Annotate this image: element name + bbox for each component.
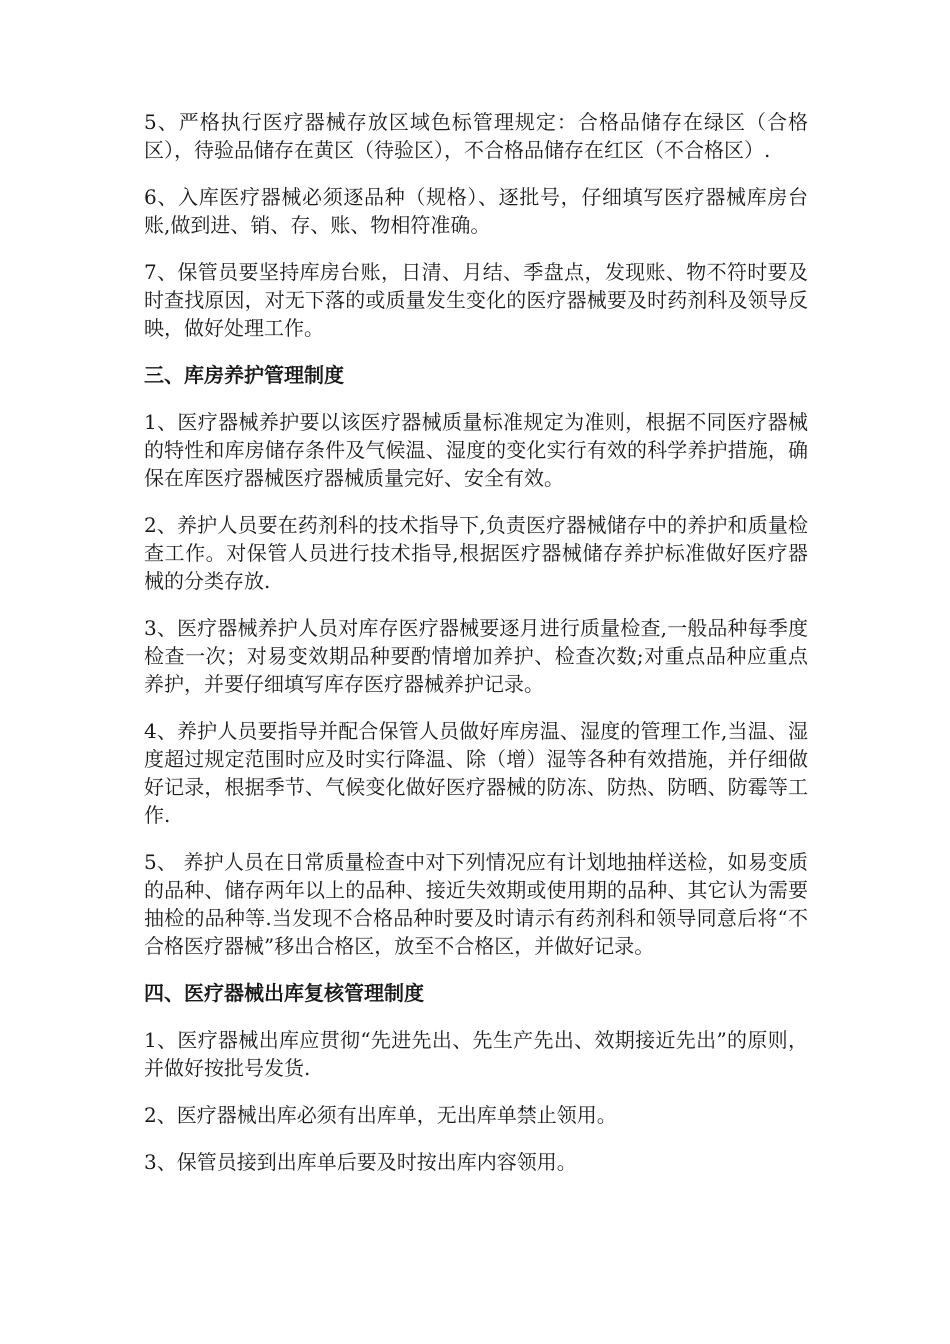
- paragraph-storage-rule-5: 5、严格执行医疗器械存放区域色标管理规定：合格品储存在绿区（合格区），待验品储存在黄区（待验区），不合格品储存在红区（不合格区）.: [144, 110, 808, 162]
- paragraph-maintenance-rule-1: 1、医疗器械养护要以该医疗器械质量标准规定为准则，根据不同医疗器械的特性和库房储存条件及气候温、湿度的变化实行有效的科学养护措施，确保在库医疗器械医疗器械质量完好、安全有效。: [144, 410, 808, 490]
- paragraph-storage-rule-6: 6、入库医疗器械必须逐品种（规格）、逐批号，仔细填写医疗器械库房台账,做到进、销、存、账、物相符准确。: [144, 185, 808, 237]
- section-heading-outbound: 四、医疗器械出库复核管理制度: [144, 981, 424, 1005]
- paragraph-maintenance-rule-2: 2、养护人员要在药剂科的技术指导下,负责医疗器械储存中的养护和质量检查工作。对保管人员进行技术指导,根据医疗器械储存养护标准做好医疗器械的分类存放.: [144, 513, 808, 593]
- paragraph-maintenance-rule-5: 5、 养护人员在日常质量检查中对下列情况应有计划地抽样送检，如易变质的品种、储存两年以上的品种、接近失效期或使用期的品种、其它认为需要抽检的品种等.当发现不合格品种时要及时请示有药剂科和领导同意后将“不合格医疗器械”移出合格区，放至不合格区，并做好记录。: [144, 850, 808, 958]
- paragraph-outbound-rule-2: 2、医疗器械出库必须有出库单，无出库单禁止领用。: [144, 1103, 617, 1127]
- paragraph-outbound-rule-1: 1、医疗器械出库应贯彻“先进先出、先生产先出、效期接近先出”的原则，并做好按批号发货.: [144, 1028, 808, 1080]
- paragraph-outbound-rule-3: 3、保管员接到出库单后要及时按出库内容领用。: [144, 1150, 577, 1174]
- paragraph-maintenance-rule-3: 3、医疗器械养护人员对库存医疗器械要逐月进行质量检查,一般品种每季度检查一次；对易变效期品种要酌情增加养护、检查次数;对重点品种应重点养护，并要仔细填写库存医疗器械养护记录。: [144, 616, 808, 696]
- section-heading-maintenance: 三、库房养护管理制度: [144, 363, 344, 387]
- document-page: [144, 108, 808, 1195]
- paragraph-maintenance-rule-4: 4、养护人员要指导并配合保管人员做好库房温、湿度的管理工作,当温、湿度超过规定范围时应及时实行降温、除（增）湿等各种有效措施，并仔细做好记录，根据季节、气候变化做好医疗器械的防冻、防热、防晒、防霉等工作.: [144, 719, 808, 827]
- paragraph-storage-rule-7: 7、保管员要坚持库房台账，日清、月结、季盘点，发现账、物不符时要及时查找原因，对无下落的或质量发生变化的医疗器械要及时药剂科及领导反映，做好处理工作。: [144, 260, 808, 340]
